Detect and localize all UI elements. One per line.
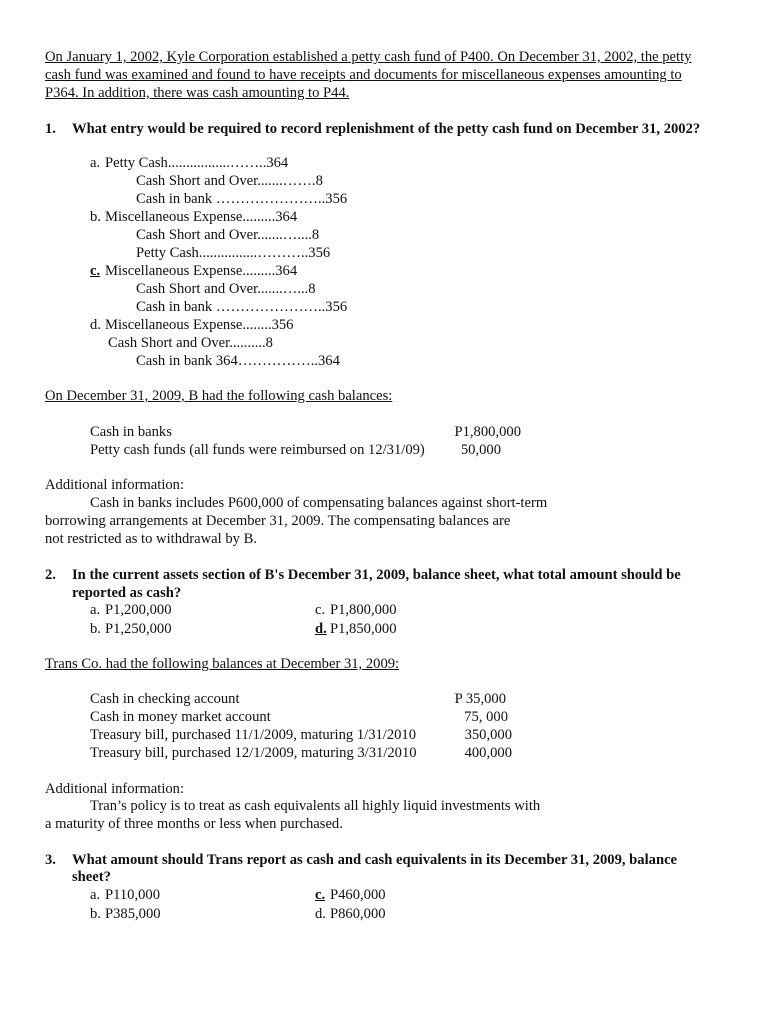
question-text: What amount should Trans report as cash and cash equivalents in its December 31, 2009, balance [72, 852, 678, 868]
entry-line: Cash in bank …………………..356 [136, 299, 348, 315]
balance-amount: 50,000 [460, 442, 501, 458]
choice-letter: d. [90, 317, 101, 333]
balance-amount: P 35,000 [454, 691, 506, 707]
choice-value: P385,000 [105, 906, 161, 922]
additional-info-line: Cash in banks includes P600,000 of compensating balances against short-term [90, 495, 548, 511]
intro-paragraph [45, 48, 725, 102]
question-text: sheet? [72, 869, 111, 885]
balance-amount: 400,000 [464, 745, 512, 761]
choice-letter: c. [315, 602, 326, 618]
intro-line: P364. In addition, there was cash amounting to P44. [45, 85, 350, 101]
choice-letter: a. [90, 155, 101, 171]
choice-letter: b. [90, 906, 101, 922]
question-text: In the current assets section of B's December 31, 2009, balance sheet, what total amount should be [72, 567, 681, 583]
intro-line: On January 1, 2002, Kyle Corporation established a petty cash fund of P400. On December 31, 2002, the petty [45, 49, 692, 65]
choice-value: P1,200,000 [105, 602, 172, 618]
balance-label: Treasury bill, purchased 12/1/2009, maturing 3/31/2010 [90, 745, 417, 761]
choice-letter: a. [90, 602, 101, 618]
additional-info-label: Additional information: [45, 477, 185, 493]
choice-value: P860,000 [330, 906, 386, 922]
entry-line: Cash in bank …………………..356 [136, 191, 348, 207]
question-number: 3. [45, 852, 56, 868]
intro-line: cash fund was examined and found to have receipts and documents for miscellaneous expenses amounting to [45, 67, 682, 83]
correct-choice-letter: c. [315, 887, 326, 903]
additional-info-line: a maturity of three months or less when purchased. [45, 816, 343, 832]
balance-label: Petty cash funds (all funds were reimbursed on 12/31/09) [90, 442, 425, 458]
balance-amount: 350,000 [464, 727, 512, 743]
entry-line: Cash in bank 364……………..364 [136, 353, 340, 369]
correct-choice-letter: c. [90, 263, 101, 279]
choice-value: P1,250,000 [105, 621, 172, 637]
entry-line: Cash Short and Over.......…...8 [136, 281, 316, 297]
balance-label: Treasury bill, purchased 11/1/2009, maturing 1/31/2010 [90, 727, 417, 743]
question-number: 2. [45, 567, 56, 583]
additional-info-line: not restricted as to withdrawal by B. [45, 531, 257, 547]
additional-info-label: Additional information: [45, 781, 185, 797]
choice-letter: b. [90, 621, 101, 637]
balance-label: Cash in banks [90, 424, 172, 440]
question-text: What entry would be required to record replenishment of the petty cash fund on December 31, 2002? [72, 121, 701, 137]
correct-choice-letter: d. [315, 621, 327, 637]
choice-value: P1,800,000 [330, 602, 397, 618]
balance-amount: 75, 000 [464, 709, 508, 725]
balance-label: Cash in checking account [90, 691, 240, 707]
balance-label: Cash in money market account [90, 709, 271, 725]
entry-line: Cash Short and Over.......…….8 [136, 173, 323, 189]
entry-line: Cash Short and Over.......…....8 [136, 227, 320, 243]
entry-line: Miscellaneous Expense.........364 [105, 209, 298, 225]
entry-line: Cash Short and Over..........8 [108, 335, 273, 351]
additional-info-line: borrowing arrangements at December 31, 2009. The compensating balances are [45, 513, 511, 529]
entry-line: Petty Cash................………..356 [136, 245, 331, 261]
balance-amount: P1,800,000 [454, 424, 521, 440]
choice-value: P1,850,000 [330, 621, 397, 637]
choice-letter: d. [315, 906, 326, 922]
choice-letter: a. [90, 887, 101, 903]
choice-value: P460,000 [330, 887, 386, 903]
choice-letter: b. [90, 209, 101, 225]
section-header: On December 31, 2009, B had the following cash balances: [45, 388, 393, 404]
question-number: 1. [45, 121, 56, 137]
question-text: reported as cash? [72, 585, 182, 601]
choice-value: P110,000 [105, 887, 161, 903]
entry-line: Petty Cash.................……..364 [105, 155, 289, 171]
entry-line: Miscellaneous Expense.........364 [105, 263, 298, 279]
additional-info-line: Tran’s policy is to treat as cash equivalents all highly liquid investments with [90, 798, 541, 814]
section-header: Trans Co. had the following balances at December 31, 2009: [45, 656, 400, 672]
entry-line: Miscellaneous Expense........356 [105, 317, 294, 333]
